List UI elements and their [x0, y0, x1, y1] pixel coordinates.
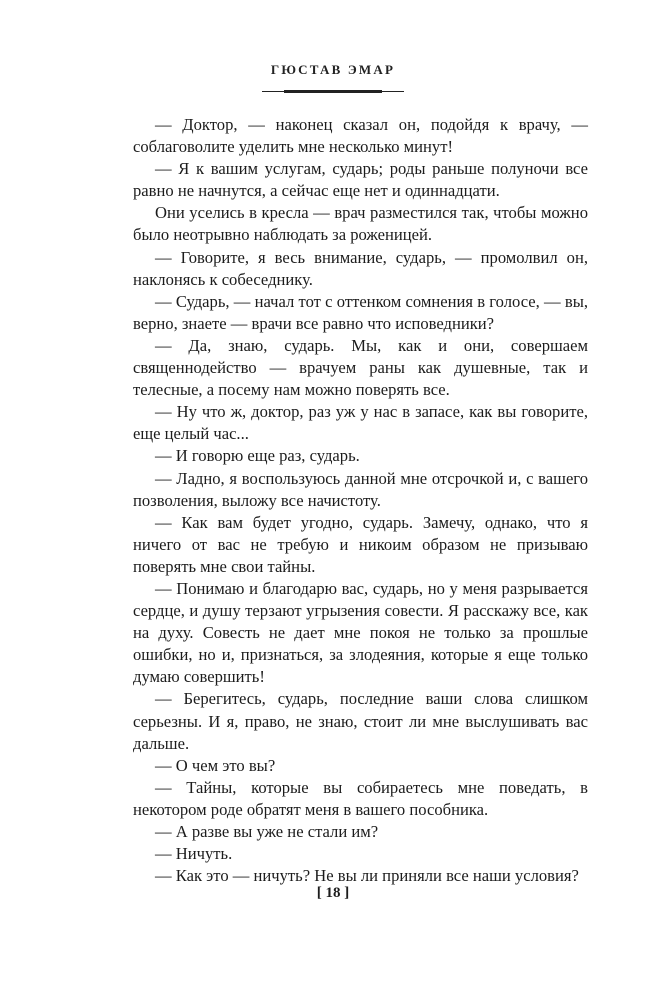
paragraph: — И говорю еще раз, сударь. [155, 446, 360, 466]
paragraph: — А разве вы уже не стали им? [155, 822, 379, 841]
paragraph: — Понимаю и благодарю вас, сударь, но у меня разрывается сердце, и душу терзают угрызения совести. Я расскажу все, как на духу. Совесть не дает мне покоя не только за прошлые ошибки, но и, признаться, за злодеяния, которые я еще только думаю совершить! [133, 578, 588, 687]
paragraph: Они уселись в кресла — врач разместился так, чтобы можно было неотрывно наблюдать за роженицей. [133, 203, 588, 245]
paragraph: — О чем это вы? [155, 755, 276, 775]
paragraph: — Ничуть. [155, 844, 233, 864]
paragraph: — Говорите, я весь внимание, сударь, — промолвил он, наклонясь к собеседнику. [133, 247, 588, 289]
paragraph: — Ну что ж, доктор, раз уж у нас в запасе, как вы говорите, еще целый час... [133, 402, 588, 444]
paragraph: — Да, знаю, сударь. Мы, как и они, совершаем священнодейство — врачуем раны как душевные, так и телесные, а посему нам можно поверять все. [133, 335, 588, 400]
paragraph: — Сударь, — начал тот с оттенком сомнения в голосе, — вы, верно, знаете — врачи все равно что исповедники? [133, 291, 588, 333]
paragraph: — Как это — ничуть? Не вы ли приняли все наши условия? [155, 866, 579, 886]
paragraph: — Как вам будет угодно, сударь. Замечу, однако, что я ничего от вас не требую и никоим образом не призываю поверять мне свои тайны. [133, 512, 588, 576]
body-text [133, 114, 588, 887]
paragraph: — Я к вашим услугам, сударь; роды раньше полуночи все равно не начнутся, а сейчас еще нет и одиннадцати. [133, 159, 588, 201]
page-header [0, 62, 666, 78]
paragraph: — Ладно, я воспользуюсь данной мне отсрочкой и, с вашего позволения, выложу все начистоту. [133, 468, 588, 510]
running-head: ГЮСТАВ ЭМАР [270, 62, 396, 77]
paragraph: — Тайны, которые вы собираетесь мне поведать, в некотором роде обратят меня в вашего пособника. [133, 777, 588, 819]
page-number: [ 18 ] [316, 885, 350, 901]
paragraph: — Берегитесь, сударь, последние ваши слова слишком серьезны. И я, право, не знаю, стоит ли мне выслушивать вас дальше. [133, 689, 588, 753]
paragraph: — Доктор, — наконец сказал он, подойдя к врачу, — соблаговолите уделить мне несколько минут! [133, 115, 588, 157]
header-rule [284, 90, 382, 93]
